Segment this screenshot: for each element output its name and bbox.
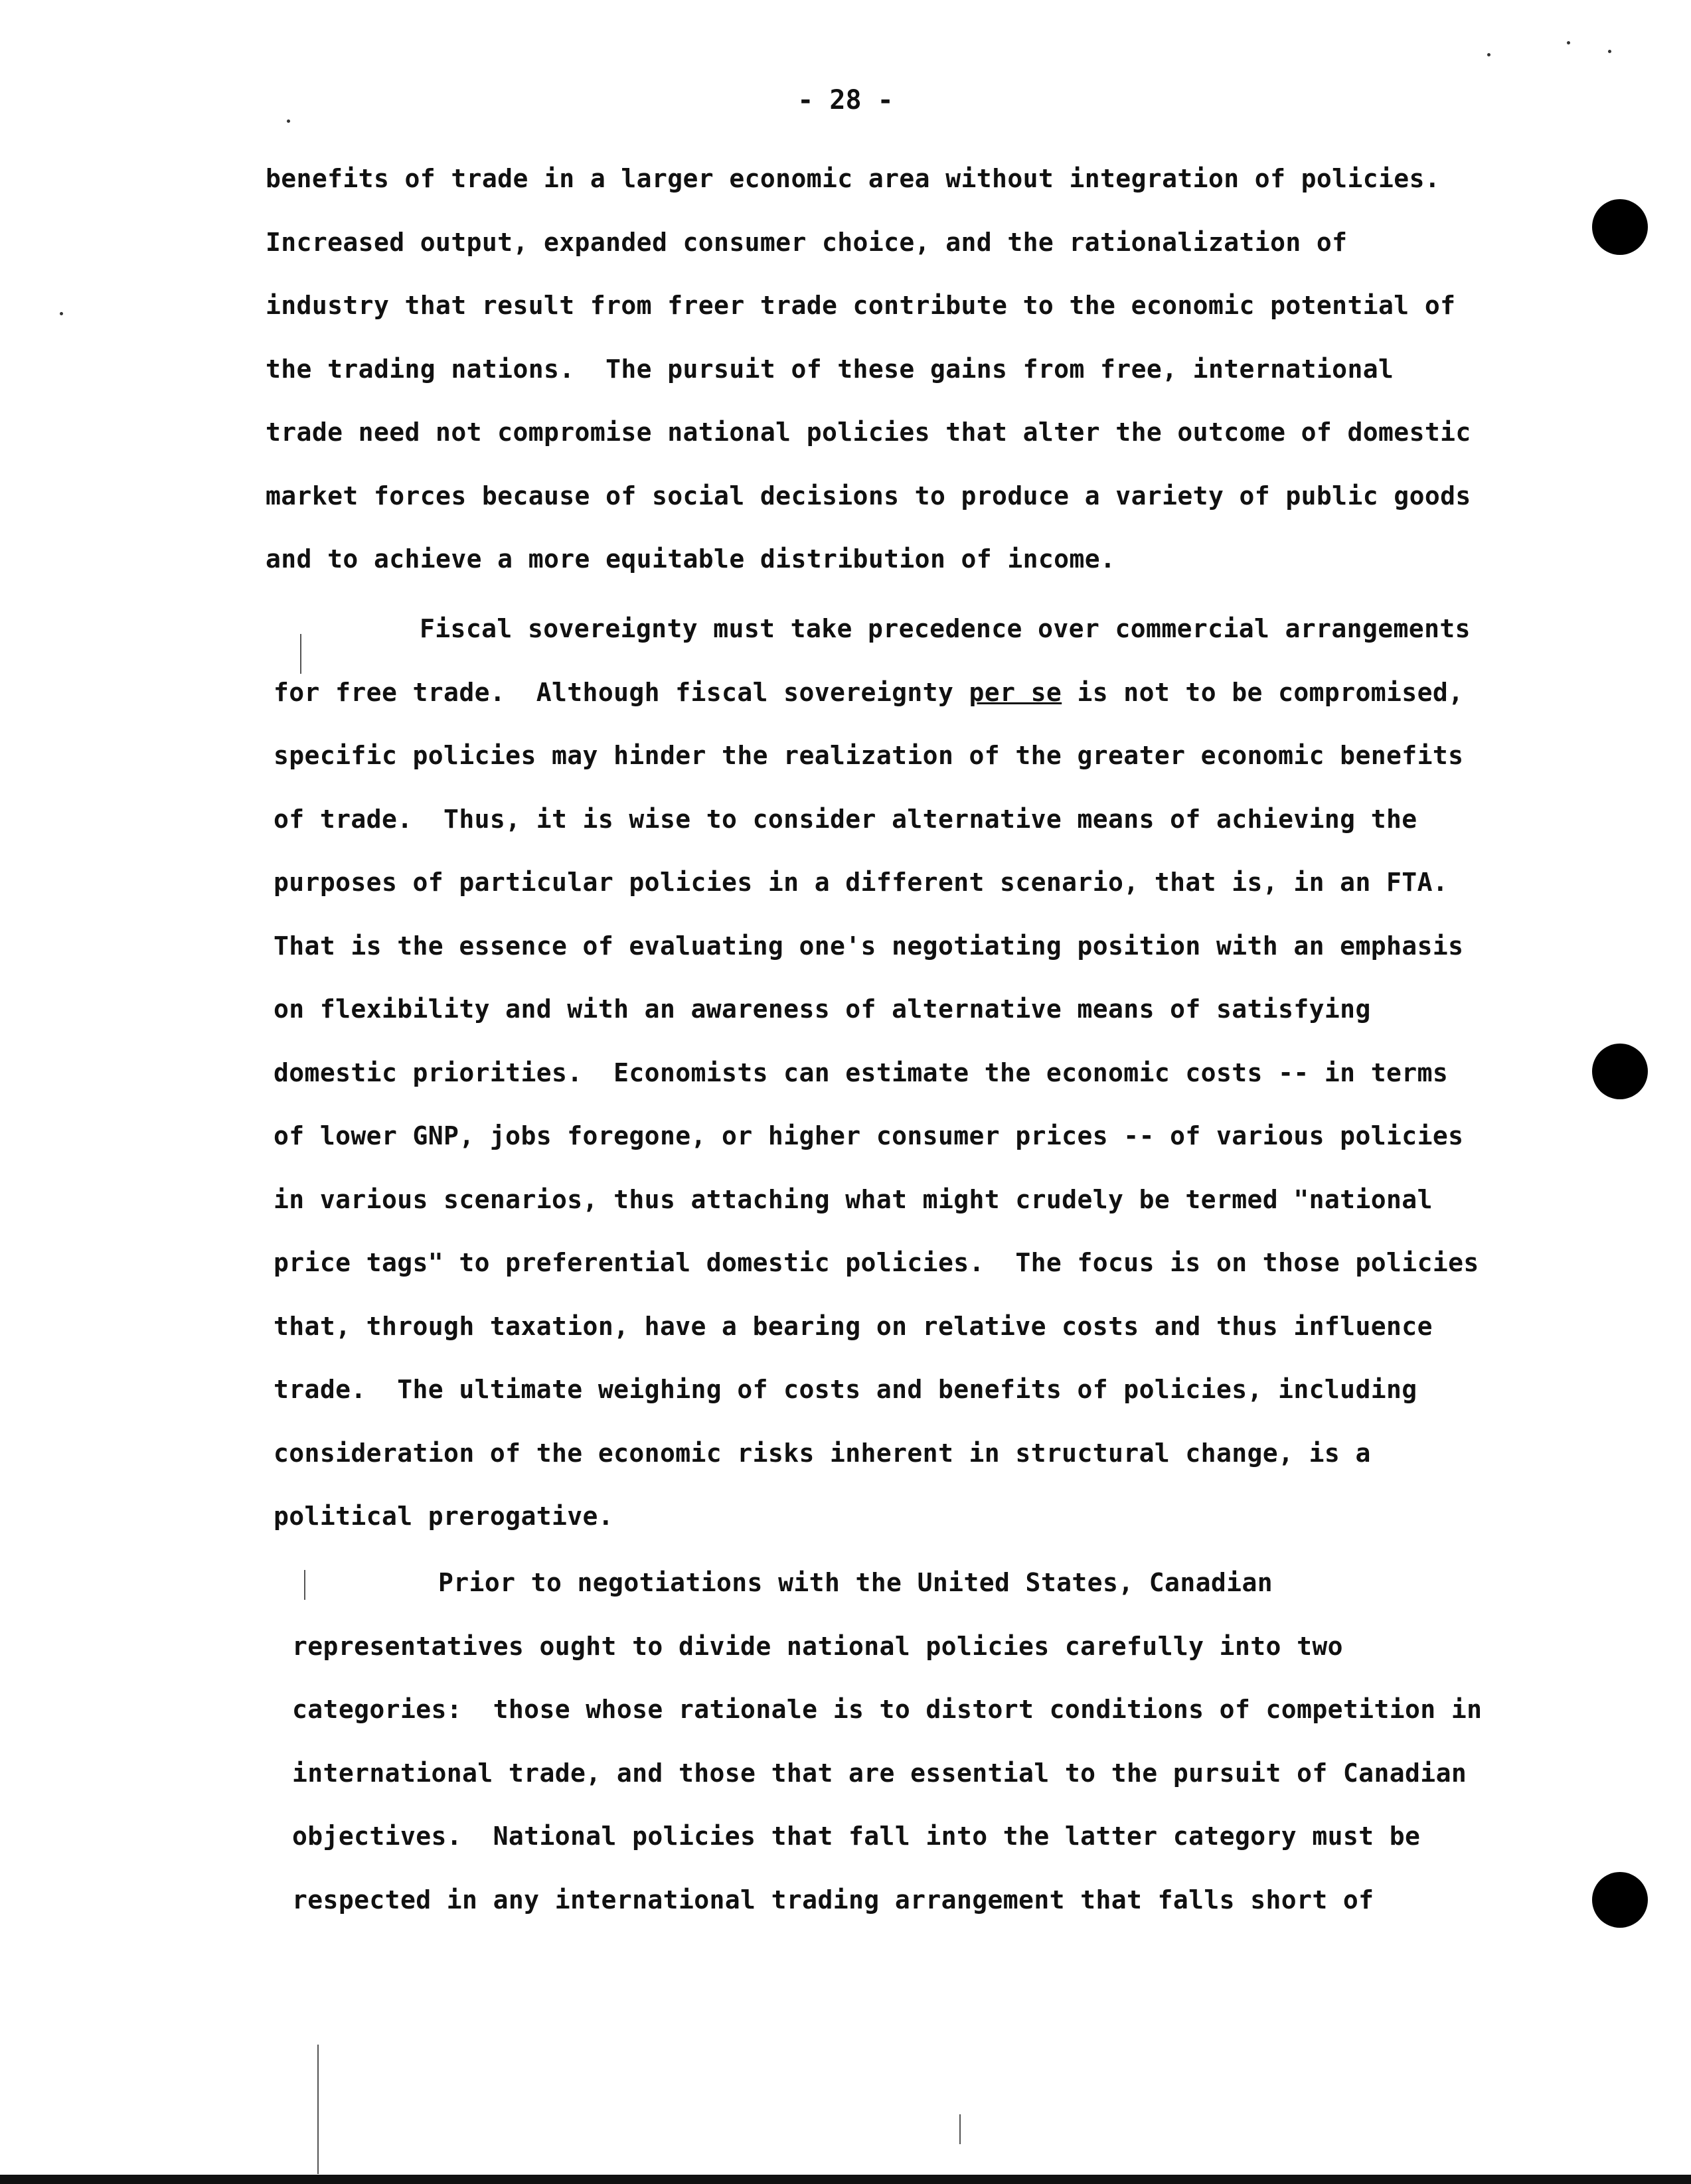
text-line: of trade. Thus, it is wise to consider alternative means of achieving the xyxy=(274,804,1417,834)
text-line: consideration of the economic risks inherent in structural change, is a xyxy=(274,1438,1371,1468)
page-number: - 28 - xyxy=(797,85,894,116)
text-segment: is not to be compromised, xyxy=(1062,677,1464,707)
scan-speck xyxy=(1487,53,1490,56)
scan-speck xyxy=(287,119,290,123)
text-line: Prior to negotiations with the United States, Canadian xyxy=(438,1568,1273,1597)
margin-mark xyxy=(959,2114,961,2144)
text-line: categories: those whose rationale is to distort conditions of competition in xyxy=(292,1695,1483,1724)
text-line: industry that result from freer trade contribute to the economic potential of xyxy=(266,291,1456,320)
text-line: respected in any international trading arrangement that falls short of xyxy=(292,1885,1374,1914)
text-line: Fiscal sovereignty must take precedence over commercial arrangements xyxy=(420,614,1471,643)
text-line: that, through taxation, have a bearing on relative costs and thus influence xyxy=(274,1311,1433,1341)
text-line: international trade, and those that are essential to the pursuit of Canadian xyxy=(292,1758,1467,1788)
text-line: objectives. National policies that fall into the latter category must be xyxy=(292,1822,1421,1851)
margin-mark xyxy=(304,1570,305,1600)
text-line: trade need not compromise national policies that alter the outcome of domestic xyxy=(266,418,1471,447)
scan-speck xyxy=(60,312,63,315)
text-line: market forces because of social decisions to produce a variety of public goods xyxy=(266,481,1471,510)
text-line: on flexibility and with an awareness of alternative means of satisfying xyxy=(274,994,1371,1024)
text-line: price tags" to preferential domestic policies. The focus is on those policies xyxy=(274,1248,1479,1277)
page-bottom-edge xyxy=(0,2175,1691,2184)
margin-mark xyxy=(317,2045,319,2174)
paragraph-3 xyxy=(292,1551,1587,1932)
text-line: political prerogative. xyxy=(274,1502,614,1531)
text-segment: for free trade. Although fiscal sovereignty xyxy=(274,677,969,707)
text-line: representatives ought to divide national policies carefully into two xyxy=(292,1631,1343,1661)
paragraph-2 xyxy=(274,597,1568,1549)
text-line: That is the essence of evaluating one's negotiating position with an emphasis xyxy=(274,931,1464,961)
text-line: specific policies may hinder the realization of the greater economic benefits xyxy=(274,741,1464,770)
text-line: purposes of particular policies in a different scenario, that is, in an FTA. xyxy=(274,868,1449,897)
text-line: of lower GNP, jobs foregone, or higher consumer prices -- of various policies xyxy=(274,1121,1464,1150)
text-line: domestic priorities. Economists can estimate the economic costs -- in terms xyxy=(274,1057,1449,1087)
scan-speck xyxy=(1608,50,1611,53)
punch-hole-bottom xyxy=(1592,1872,1648,1928)
margin-mark xyxy=(300,634,301,674)
text-line: Increased output, expanded consumer choice, and the rationalization of xyxy=(266,227,1348,257)
text-line-with-underline xyxy=(274,661,1568,725)
punch-hole-top xyxy=(1592,199,1648,255)
underlined-phrase: per se xyxy=(969,677,1062,707)
text-line: benefits of trade in a larger economic area without integration of policies. xyxy=(266,164,1441,193)
text-line: trade. The ultimate weighing of costs and benefits of policies, including xyxy=(274,1375,1417,1404)
paragraph-1 xyxy=(266,147,1560,591)
text-line: and to achieve a more equitable distribution of income. xyxy=(266,544,1116,574)
text-line: in various scenarios, thus attaching what might crudely be termed "national xyxy=(274,1184,1433,1214)
text-line: the trading nations. The pursuit of these gains from free, international xyxy=(266,354,1394,384)
scan-speck xyxy=(1567,41,1570,44)
punch-hole-middle xyxy=(1592,1044,1648,1099)
